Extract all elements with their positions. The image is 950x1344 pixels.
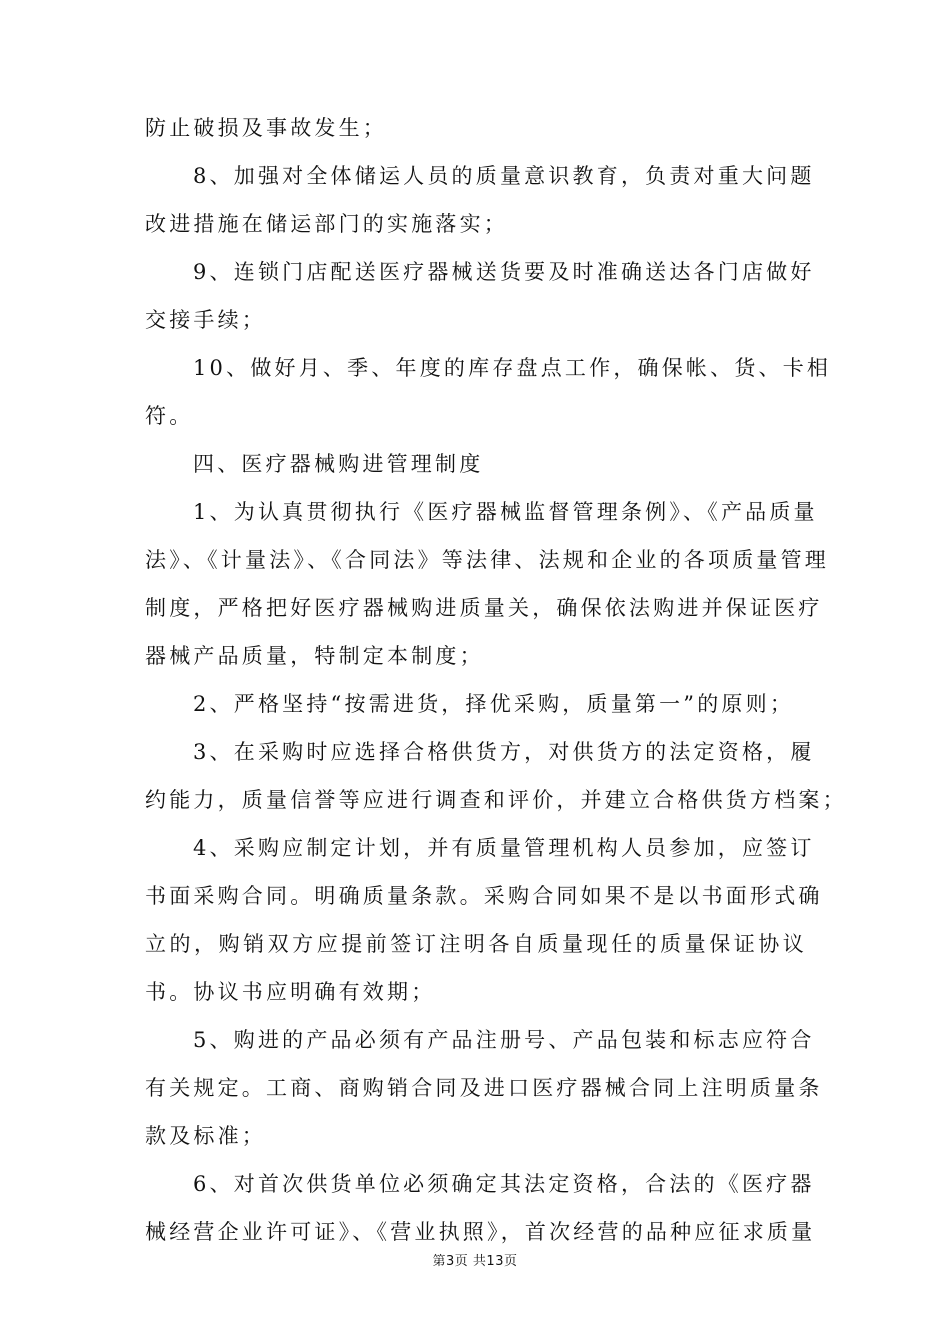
text-line: 法》、《计量法》、《合同法》等法律、法规和企业的各项质量管理 <box>145 548 829 572</box>
paragraph <box>145 248 815 344</box>
text-line: 9、连锁门店配送医疗器械送货要及时准确送达各门店做好 <box>193 260 815 284</box>
text-line: 有关规定。工商、商购销合同及进口医疗器械合同上注明质量条 <box>145 1076 823 1100</box>
text-line: 四、医疗器械购进管理制度 <box>193 452 484 476</box>
text-line: 2、严格坚持“按需进货，择优采购，质量第一”的原则； <box>193 692 795 716</box>
text-line: 防止破损及事故发生； <box>145 116 387 140</box>
text-line: 制度，严格把好医疗器械购进质量关，确保依法购进并保证医疗 <box>145 596 823 620</box>
paragraph <box>145 680 807 728</box>
paragraph <box>145 104 807 152</box>
text-line: 5、购进的产品必须有产品注册号、产品包装和标志应符合 <box>193 1028 815 1052</box>
text-line: 4、采购应制定计划，并有质量管理机构人员参加，应签订 <box>193 836 815 860</box>
text-line: 1、为认真贯彻执行《医疗器械监督管理条例》、《产品质量 <box>193 500 818 524</box>
text-line: 符。 <box>145 404 194 428</box>
text-line: 器械产品质量，特制定本制度； <box>145 644 484 668</box>
text-line: 改进措施在储运部门的实施落实； <box>145 212 508 236</box>
text-line: 械经营企业许可证》、《营业执照》，首次经营的品种应征求质量 <box>145 1220 816 1244</box>
paragraph <box>145 728 847 824</box>
text-line: 6、对首次供货单位必须确定其法定资格，合法的《医疗器 <box>193 1172 815 1196</box>
document-body <box>145 104 847 1256</box>
paragraph <box>145 1160 816 1256</box>
text-line: 交接手续； <box>145 308 266 332</box>
paragraph <box>145 344 832 440</box>
paragraph <box>145 440 807 488</box>
paragraph <box>145 152 815 248</box>
paragraph <box>145 1016 823 1160</box>
text-line: 书。协议书应明确有效期； <box>145 980 436 1004</box>
paragraph <box>145 488 829 680</box>
text-line: 8、加强对全体储运人员的质量意识教育，负责对重大问题 <box>193 164 815 188</box>
page-number-footer: 第3页 共13页 <box>432 1254 518 1269</box>
text-line: 10、做好月、季、年度的库存盘点工作，确保帐、货、卡相 <box>193 356 832 380</box>
text-line: 书面采购合同。明确质量条款。采购合同如果不是以书面形式确 <box>145 884 823 908</box>
text-line: 约能力，质量信誉等应进行调查和评价，并建立合格供货方档案； <box>145 788 847 812</box>
text-line: 3、在采购时应选择合格供货方，对供货方的法定资格，履 <box>193 740 815 764</box>
paragraph <box>145 824 823 1016</box>
text-line: 立的，购销双方应提前签订注明各自质量现任的质量保证协议 <box>145 932 807 956</box>
text-line: 款及标准； <box>145 1124 266 1148</box>
